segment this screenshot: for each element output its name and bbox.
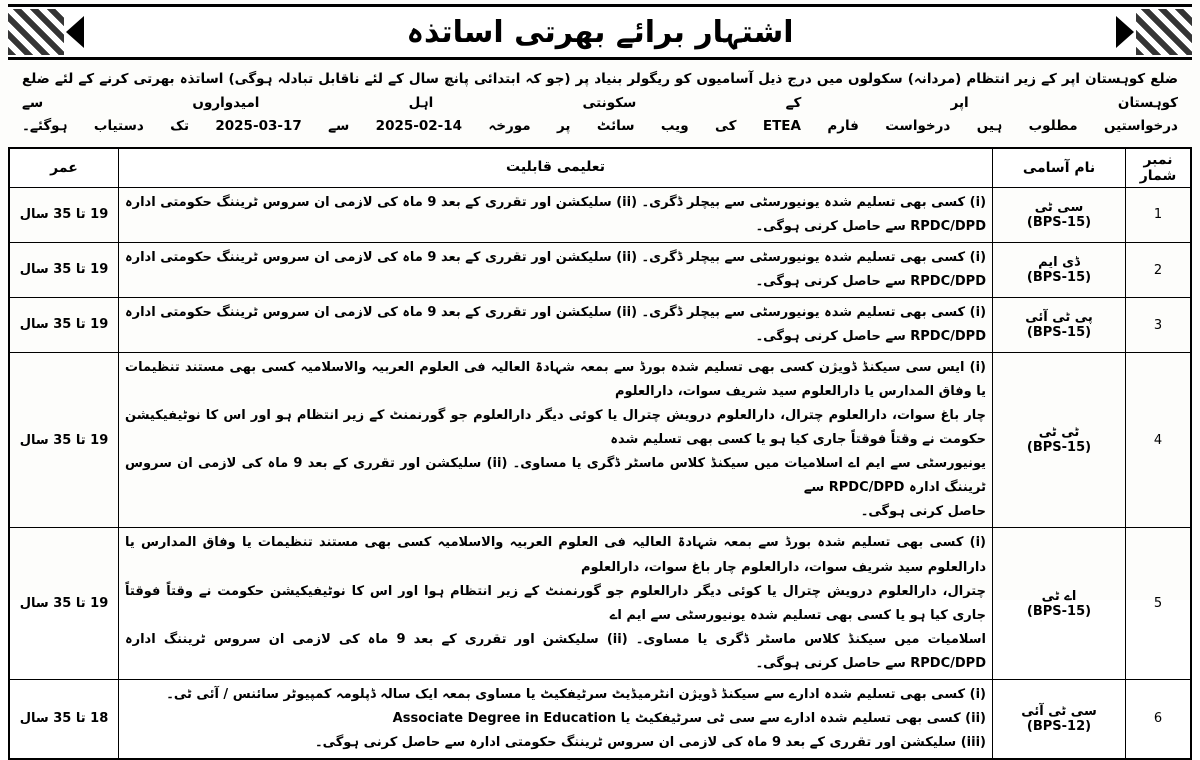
age-value: 19 تا 35 سال	[19, 262, 109, 278]
row-post	[993, 298, 1126, 353]
row-age	[9, 353, 119, 528]
row-age	[9, 679, 119, 759]
qualification-line: (i) کسی بھی تسلیم شدہ یونیورسٹی سے بیچلر ڈگری۔ (ii) سلیکشن اور تقرری کے بعد 9 ماہ کی لازمی ان سروس ٹریننگ حکومتی ادارہ RPDC/DPD سے حاصل کرنی ہوگی۔	[125, 249, 987, 290]
row-qualification	[119, 187, 993, 242]
qualification-line: (i) کسی بھی تسلیم شدہ ادارے سے سیکنڈ ڈویژن انٹرمیڈیٹ سرٹیفکیٹ یا مساوی بمعہ ایک سالہ ڈپلومہ کمپیوٹر سائنس / آئی ٹی۔	[166, 686, 986, 702]
age-value: 19 تا 35 سال	[19, 317, 109, 333]
row-post	[993, 187, 1126, 242]
age-value: 19 تا 35 سال	[19, 432, 109, 448]
header-qualification: تعلیمی قابلیت	[119, 148, 993, 188]
row-sr: 3	[1126, 298, 1192, 353]
post-name: پی ٹی آئی	[1025, 310, 1093, 326]
row-sr: 6	[1126, 679, 1192, 759]
table-row	[9, 679, 1191, 759]
row-qualification	[119, 242, 993, 297]
intro-line-1: ضلع کوہستان اپر کے زیر انتظام (مردانہ) سکولوں میں درج ذیل آسامیوں کو ریگولر بنیاد پر (جو کہ ابتدائی پانچ سال کے لئے ناقابل تبادلہ ہوگی) اساتذہ بھرتی کرنے کے لئے ضلع کوہستان اپر کے سکونتی اہل امیدواروں سے	[22, 71, 1178, 111]
table-row	[9, 298, 1191, 353]
row-sr: 2	[1126, 242, 1192, 297]
post-bps: (BPS-15)	[1026, 214, 1092, 230]
table-row	[9, 242, 1191, 297]
row-post	[993, 528, 1126, 679]
table-body	[9, 187, 1191, 759]
vacancy-table	[8, 147, 1192, 760]
table-header-row	[9, 148, 1191, 188]
post-bps: (BPS-15)	[1026, 270, 1092, 286]
table-row	[9, 528, 1191, 679]
qualification-line: حاصل کرنی ہوگی۔	[860, 504, 986, 520]
header-post: نام آسامی	[993, 148, 1126, 188]
qualification-line: چترال، دارالعلوم درویش چترال یا کوئی دیگر دارالعلوم جو گورنمنٹ کے زیر انتظام ہوا اور اس کا نوٹیفیکیشن حکومت نے وقتاً فوقتاً جاری کیا ہو یا کسی بھی تسلیم شدہ یونیورسٹی سے ایم اے	[125, 583, 986, 623]
post-name: ٹی ٹی	[1038, 425, 1080, 441]
age-value: 19 تا 35 سال	[19, 595, 109, 611]
row-post	[993, 242, 1126, 297]
post-name: سی ٹی	[1034, 199, 1084, 215]
qualification-line: (i) کسی بھی تسلیم شدہ یونیورسٹی سے بیچلر ڈگری۔ (ii) سلیکشن اور تقرری کے بعد 9 ماہ کی لازمی ان سروس ٹریننگ حکومتی ادارہ RPDC/DPD سے حاصل کرنی ہوگی۔	[125, 305, 987, 345]
qualification-line: (i) کسی بھی تسلیم شدہ بورڈ سے بمعہ شہادۃ العالیہ فی العلوم العربیہ والاسلامیہ کسی بھی مستند تنظیمات یا وفاق المدارس یا دارالعلوم سید شریف سوات، دارالعلوم چار باغ سوات، دارالعلوم	[125, 535, 986, 575]
header-age: عمر	[9, 148, 119, 188]
qualification-line: (ii) کسی بھی تسلیم شدہ ادارے سے سی ٹی سرٹیفکیٹ یا Associate Degree in Education	[392, 710, 986, 726]
row-age	[9, 298, 119, 353]
header-sr: نمبر شمار	[1126, 148, 1192, 188]
post-bps: (BPS-15)	[1026, 440, 1092, 456]
row-age	[9, 528, 119, 679]
post-bps: (BPS-15)	[1026, 603, 1092, 619]
row-sr: 5	[1126, 528, 1192, 679]
row-sr: 4	[1126, 353, 1192, 528]
row-age	[9, 187, 119, 242]
row-qualification	[119, 353, 993, 528]
qualification-line: اسلامیات میں سیکنڈ کلاس ماسٹر ڈگری یا مساوی۔ (ii) سلیکشن اور تقرری کے بعد 9 ماہ کی لازمی ان سروس ٹریننگ ادارہ RPDC/DPD سے حاصل کرنی ہوگی۔	[125, 631, 986, 671]
age-value: 18 تا 35 سال	[19, 711, 109, 727]
post-bps: (BPS-12)	[1026, 718, 1092, 734]
right-arrow-icon	[1116, 16, 1134, 48]
row-age	[9, 242, 119, 297]
qualification-line: چار باغ سوات، دارالعلوم چترال، دارالعلوم درویش چترال یا کوئی دیگر دارالعلوم جو گورنمنٹ کے زیر انتظام ہو اور اس کا نوٹیفیکیشن حکومت نے وقتاً فوقتاً جاری کیا ہو یا کسی بھی تسلیم شدہ	[125, 408, 986, 448]
post-name: سی ٹی آئی	[1021, 703, 1097, 719]
age-value: 19 تا 35 سال	[19, 207, 109, 223]
qualification-line: یونیورسٹی سے ایم اے اسلامیات میں سیکنڈ کلاس ماسٹر ڈگری یا مساوی۔ (ii) سلیکشن اور تقرری کے بعد 9 ماہ کی لازمی ان سروس ٹریننگ ادارہ RPDC/DPD سے	[125, 456, 986, 496]
table-row	[9, 187, 1191, 242]
page-title: اشتہار برائے بھرتی اساتذہ	[406, 14, 794, 50]
post-bps: (BPS-15)	[1026, 325, 1092, 341]
intro-paragraph	[8, 62, 1192, 147]
row-qualification	[119, 679, 993, 759]
left-arrow-icon	[66, 16, 84, 48]
row-post	[993, 679, 1126, 759]
post-name: ڈی ایم	[1038, 255, 1080, 271]
row-sr: 1	[1126, 187, 1192, 242]
row-qualification	[119, 298, 993, 353]
header-banner	[8, 4, 1192, 60]
row-post	[993, 353, 1126, 528]
qualification-line: (i) ایس سی سیکنڈ ڈویژن کسی بھی تسلیم شدہ بورڈ سے بمعہ شہادۃ العالیہ فی العلوم العربیہ والاسلامیہ کسی بھی مستند تنظیمات یا وفاق المدارس یا دارالعلوم سید شریف سوات، دارالعلوم	[125, 360, 986, 400]
row-qualification	[119, 528, 993, 679]
post-name: اے ٹی	[1041, 588, 1077, 604]
intro-line-2: درخواستیں مطلوب ہیں درخواست فارم ETEA کی ویب سائٹ پر مورخہ 14-02-2025 سے 17-03-2025 تک دستیاب ہوگئے۔	[22, 118, 1178, 135]
qualification-line: (i) کسی بھی تسلیم شدہ یونیورسٹی سے بیچلر ڈگری۔ (ii) سلیکشن اور تقرری کے بعد 9 ماہ کی لازمی ان سروس ٹریننگ حکومتی ادارہ RPDC/DPD سے حاصل کرنی ہوگی۔	[125, 194, 987, 234]
table-row	[9, 353, 1191, 528]
table-header	[9, 148, 1191, 188]
qualification-line: (iii) سلیکشن اور تقرری کے بعد 9 ماہ کی لازمی ان سروس ٹریننگ حکومتی ادارہ سے حاصل کرنی ہوگی۔	[314, 734, 986, 750]
